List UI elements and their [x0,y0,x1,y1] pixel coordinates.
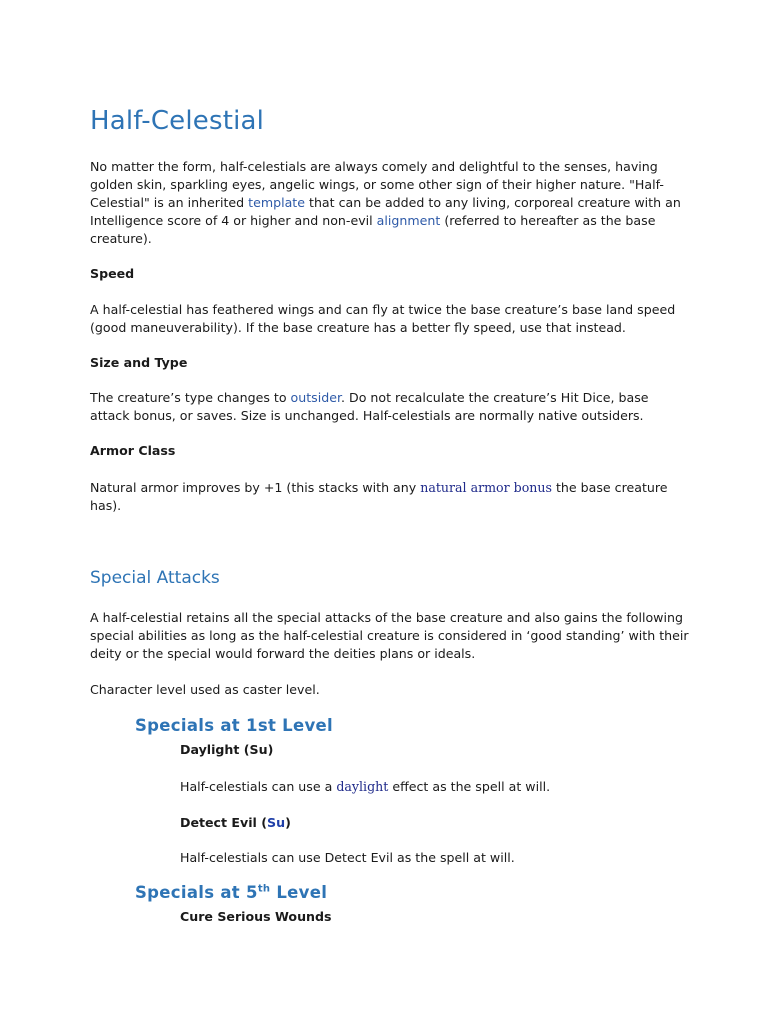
intro-text-1: No matter the form, half-celestials are always comely and delightful to the senses, having golden skin, sparkling eyes, angelic wings, or some other sign of their higher nature. "Half-Celestial" is an inherited [90,159,664,210]
detect-evil-heading-pre: Detect Evil ( [180,815,268,830]
natural-armor-bonus-link[interactable]: natural armor bonus [420,480,552,495]
caster-level-paragraph: Character level used as caster level. [90,682,320,697]
level-5-heading-post: Level [270,883,328,902]
intro-text-2: that can be added to any living, corporeal creature with an Intelligence score of 4 or higher and non-evil [90,195,681,228]
daylight-text-1: Half-celestials can use a [180,779,337,794]
page-title: Half-Celestial [90,106,265,136]
size-type-text-1: The creature’s type changes to [90,390,291,405]
outsider-link[interactable]: outsider [290,390,341,405]
daylight-heading: Daylight (Su) [180,742,274,757]
size-type-heading: Size and Type [90,355,188,370]
size-type-text-2: . Do not recalculate the creature’s Hit Dice, base attack bonus, or saves. Size is unchanged. Half-celestials are normally native outsiders. [90,390,649,423]
detect-evil-su: Su [267,815,286,830]
size-type-paragraph [90,389,690,425]
alignment-link[interactable]: alignment [376,213,441,228]
detect-evil-paragraph: Half-celestials can use Detect Evil as the spell at will. [180,850,515,865]
armor-class-text-1: Natural armor improves by +1 (this stacks with any [90,480,421,495]
cure-serious-wounds-heading: Cure Serious Wounds [180,909,332,924]
detect-evil-heading [180,815,291,830]
armor-class-heading: Armor Class [90,443,176,458]
daylight-link[interactable]: daylight [336,779,389,794]
speed-paragraph: A half-celestial has feathered wings and can fly at twice the base creature’s base land speed (good maneuverability). If the base creature has a better fly speed, use that instead. [90,302,676,335]
detect-evil-heading-post: ) [285,815,291,830]
daylight-paragraph [180,778,550,796]
template-link[interactable]: template [248,195,305,210]
level-1-heading: Specials at 1st Level [135,716,333,735]
daylight-text-2: effect as the spell at will. [388,779,551,794]
level-5-heading-pre: Specials at 5 [135,883,258,902]
speed-heading: Speed [90,266,135,281]
intro-paragraph [90,158,690,248]
armor-class-text-2: the base creature has). [90,480,668,513]
intro-text-3: (referred to hereafter as the base creature). [90,213,656,246]
level-5-heading [135,883,327,902]
armor-class-paragraph [90,479,690,515]
level-5-heading-sup: th [257,883,271,895]
special-attacks-heading: Special Attacks [90,568,220,588]
special-attacks-paragraph: A half-celestial retains all the special attacks of the base creature and also gains the following special abilities as long as the half-celestial creature is considered in ‘good standing’ with their deity or the special would forward the deities plans or ideals. [90,610,689,661]
